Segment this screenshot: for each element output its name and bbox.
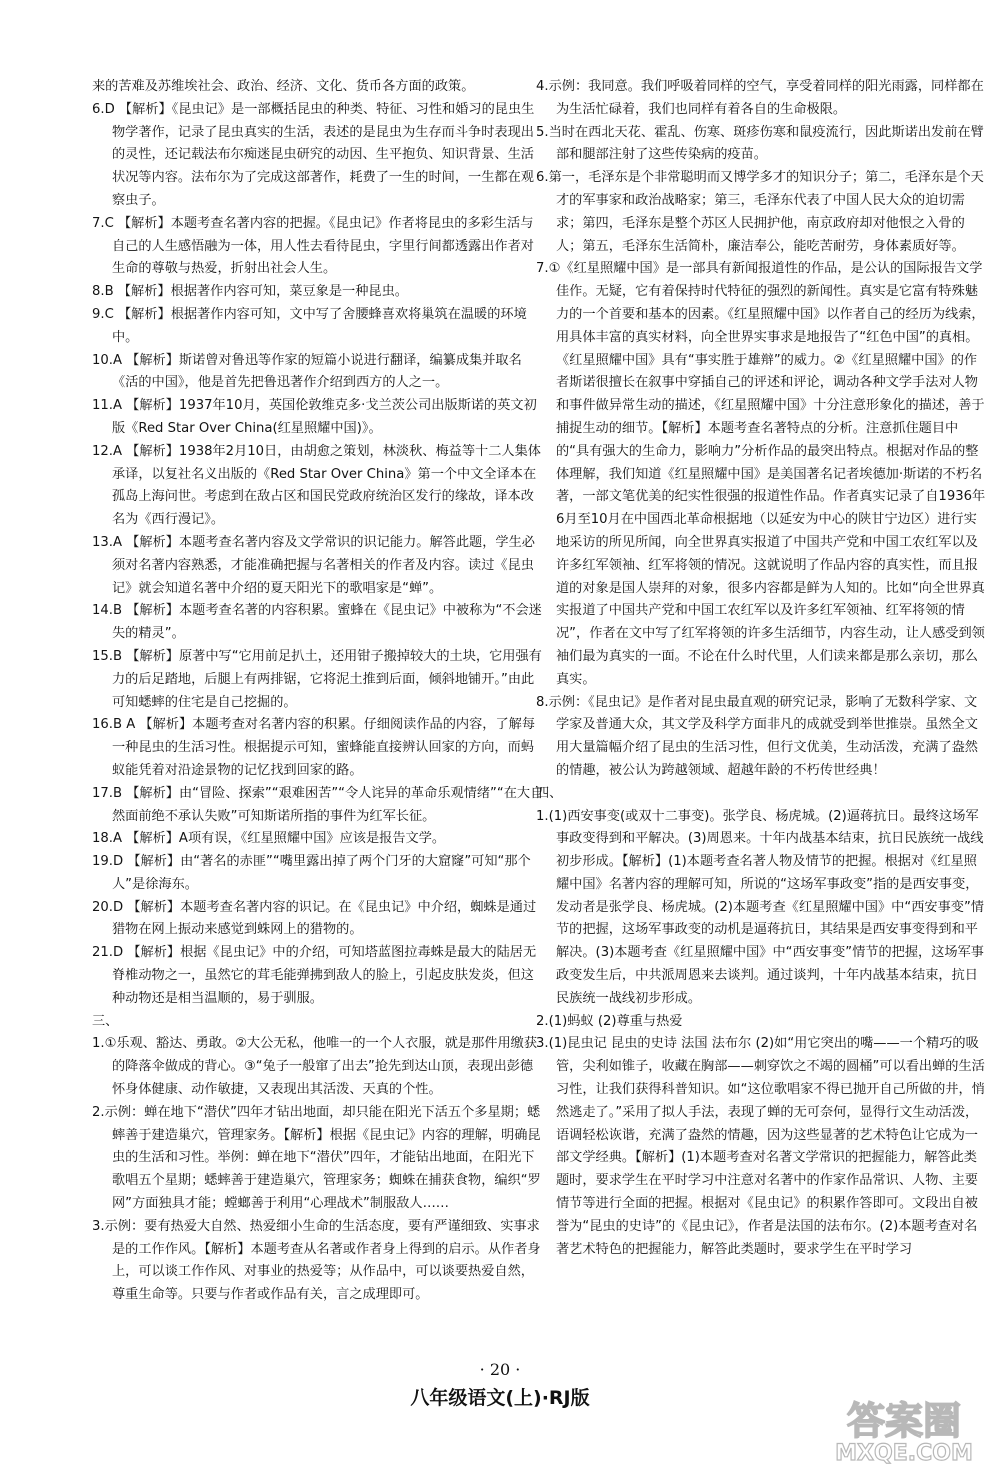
answer-item-14: 14.B 【解析】本题考查名著的内容积累。蜜蜂在《昆虫记》中被称为“不会迷失的精灵”。 (92, 603, 542, 642)
page-number: · 20 · (479, 1360, 521, 1379)
answer-item-20: 20.D 【解析】本题考查名著内容的识记。在《昆虫记》中介绍，蜘蛛是通过猎物在网上振动来感觉到蛛网上的猎物的。 (92, 899, 537, 938)
answer-item-3-2: 2.示例：蝉在地下“潜伏”四年才钻出地面，却只能在阳光下活五个多星期；蟋蟀善于建造巢穴，管理家务。【解析】根据《昆虫记》内容的理解，明确昆虫的生活和习性。举例：蝉在地下“潜伏”四年，才能钻出地面，在阳光下歌唱五个星期；蟋蟀善于建造巢穴，管理家务；蜘蛛在捕获食物，编织“罗网”方面独具才能；螳螂善于利用“心理战术”制服敌人…… (92, 1104, 541, 1212)
text-continuation: 来的苦难及苏维埃社会、政治、经济、文化、货币各方面的政策。 (92, 79, 475, 94)
answer-item-11: 11.A 【解析】1937年10月，英国伦敦维克多·戈兰茨公司出版斯诺的英文初版《Red Star Over China(红星照耀中国)》。 (92, 398, 537, 436)
answer-item-3-6: 6.第一，毛泽东是个非常聪明而又博学多才的知识分子；第二，毛泽东是个天才的军事家和政治战略家；第三，毛泽东代表了中国人民大众的迫切需求；第四，毛泽东是整个苏区人民拥护他，南京政府却对他恨之入骨的人；第五，毛泽东生活简朴，廉洁奉公，能吃苦耐劳，身体素质好等。 (536, 170, 984, 254)
answer-item-19: 19.D 【解析】由“著名的赤匪”“嘴里露出掉了两个门牙的大窟窿”可知“那个人”是徐海东。 (92, 854, 531, 892)
watermark-main-text: 答案圈 (846, 1399, 962, 1443)
answer-item-17: 17.B 【解析】由“冒险、探索”“艰难困苦”“令人诧异的革命乐观情绪”“在大自然面前绝不承认失败”可知斯诺所指的事件为红军长征。 (92, 785, 544, 824)
answer-item-3-4: 4.示例：我同意。我们呼吸着同样的空气，享受着同样的阳光雨露，同样都在为生活忙碌着，我们也同样有着各自的生命极限。 (536, 79, 984, 117)
watermark-logo (822, 1394, 987, 1466)
answer-item-4-1: 1.(1)西安事变(或双十二事变)。张学良、杨虎城。(2)逼蒋抗日。最终这场军事政变得到和平解决。(3)周恩来。十年内战基本结束，抗日民族统一战线初步形成。【解析】(1)本题考查名著人物及情节的把握。根据对《红星照耀中国》名著内容的理解可知，所说的“这场军事政变”指的是西安事变，发动者是张学良、杨虎城。(2)本题考查《红星照耀中国》中“西安事变”情节的把握，这场军事政变的动机是逼蒋抗日，其结果是西安事变得到和平解决。(3)本题考查《红星照耀中国》中“西安事变”情节的把握，这场军事政变发生后，中共派周恩来去谈判。通过谈判，十年内战基本结束，抗日民族统一战线初步形成。 (536, 808, 984, 1006)
answer-item-18: 18.A 【解析】A项有误，《红星照耀中国》应该是报告文学。 (92, 831, 446, 847)
answer-item-6: 6.D 【解析】《昆虫记》是一部概括昆虫的种类、特征、习性和婚习的昆虫生物学著作，记录了昆虫真实的生活，表述的是昆虫为生存而斗争时表现出的灵性，还记载法布尔痴迷昆虫研究的动因、生平抱负、知识背景、生活状况等内容。法布尔为了完成这部著作，耗费了一生的时间，一生都在观察虫子。 (92, 101, 535, 208)
answer-item-10: 10.A 【解析】斯诺曾对鲁迅等作家的短篇小说进行翻译，编纂成集并取名《活的中国》，他是首先把鲁迅著作介绍到西方的人之一。 (92, 352, 522, 391)
answer-item-7: 7.C 【解析】本题考查名著内容的把握。《昆虫记》作者将昆虫的多彩生活与自己的人生感悟融为一体，用人性去看待昆虫，字里行间都透露出作者对生命的尊敬与热爱，折射出社会人生。 (92, 215, 534, 277)
book-title: 八年级语文(上)·RJ版 (410, 1387, 590, 1409)
answer-item-4-3: 3.(1)昆虫记 昆虫的史诗 法国 法布尔 (2)如“用它突出的嘴——一个精巧的吸管，尖利如锥子，收藏在胸部——刺穿饮之不竭的圆桶”可以看出蝉的生活习性，让我们获得科普知识。如“这位歌唱家不得已抛开自己所做的井，悄然逃走了。”采用了拟人手法，表现了蝉的无可奈何，显得行文生动活泼，语调轻松诙谐，充满了盎然的情趣，因为这些显著的艺术特色让它成为一部文学经典。【解析】(1)本题考查对名著文学常识的把握能力，解答此类题时，要求学生在平时学习中注意对名著中的作家作品常识、人物、主要情节等进行全面的把握。根据对《昆虫记》的积累作答即可。文段出自被誉为“昆虫的史诗”的《昆虫记》，作者是法国的法布尔。(2)本题考查对名著艺术特色的把握能力，解答此类题时，要求学生在平时学习 (536, 1036, 985, 1257)
left-column (92, 76, 544, 1307)
answer-item-3-3: 3.示例：要有热爱大自然、热爱细小生命的生活态度，要有严谨细致、实事求是的工作作风。【解析】本题考查从名著或作者身上得到的启示。从作者身上，可以谈工作作风、对事业的热爱等；从作品中，可以谈要热爱自然，尊重生命等。只要与作者或作品有关，言之成理即可。 (92, 1218, 541, 1303)
watermark-sub-text: MXQE.COM (835, 1441, 973, 1466)
answer-item-3-7: 7.①《红星照耀中国》是一部具有新闻报道性的作品，是公认的国际报告文学佳作。无疑，它有着保持时代特征的强烈的新闻性。真实是它富有特殊魅力的一个首要和基本的因素。《红星照耀中国》以作者自己的经历为线索，用具体丰富的真实材料，向全世界实事求是地报告了“红色中国”的真相。《红星照耀中国》具有“事实胜于雄辩”的威力。②《红星照耀中国》的作者斯诺很擅长在叙事中穿插自己的评述和评论，调动各种文学手法对人物和事件做异常生动的描述，《红星照耀中国》十分注意形象化的描述，善于捕捉生动的细节。【解析】本题考查名著特点的分析。注意抓住题目中的“具有强大的生命力，影响力”分析作品的最突出特点。根据对作品的整体理解，我们知道《红星照耀中国》是美国著名记者埃德加·斯诺的不朽名著，一部文笔优美的纪实性很强的报道性作品。作者真实记录了自1936年6月至10月在中国西北革命根据地（以延安为中心的陕甘宁边区）进行实地采访的所见所闻，向全世界真实报道了中国共产党和中国工农红军以及许多红军领袖、红军将领的情况。这就说明了作品内容的真实性，而且报道的对象是国人崇拜的对象，很多内容都是鲜为人知的。比如“向全世界真实报道了中国共产党和中国工农红军以及许多红军领袖、红军将领的情况”，作者在文中写了红军将领的许多生活细节，内容生动，让人感受到领袖们最为真实的一面。不论在什么时代里，人们读来都是那么亲切，那么真实。 (536, 261, 986, 687)
answer-item-21: 21.D 【解析】根据《昆虫记》中的介绍，可知塔蓝图拉毒蛛是最大的陆居无脊椎动物之一，虽然它的茸毛能弹拂到敌人的脸上，引起皮肤发炎，但这种动物还是相当温顺的，易于驯服。 (92, 945, 537, 1006)
section-heading-4: 四、 (536, 785, 563, 801)
answer-item-3-5: 5.当时在西北天花、霍乱、伤寒、斑疹伤寒和鼠疫流行，因此斯诺出发前在臂部和腿部注射了这些传染病的疫苗。 (536, 124, 984, 163)
answer-item-4-2: 2.(1)蚂蚁 (2)尊重与热爱 (536, 1013, 683, 1029)
right-column (536, 76, 988, 1261)
section-heading-3: 三、 (92, 1013, 119, 1029)
answer-item-15: 15.B 【解析】原著中写“它用前足扒土，还用钳子搬掉较大的土块，它用强有力的后足踏地，后腿上有两排锯，它将泥土推到后面，倾斜地铺开。”由此可知蟋蟀的住宅是自己挖掘的。 (92, 648, 542, 710)
answer-item-16: 16.B A 【解析】本题考查对名著内容的积累。仔细阅读作品的内容，了解每一种昆虫的生活习性。根据提示可知，蜜蜂能直接辨认回家的方向，而蚂蚁能凭着对沿途景物的记忆找到回家的路。 (92, 717, 536, 778)
answer-item-12: 12.A 【解析】1938年2月10日，由胡愈之策划，林淡秋、梅益等十二人集体承译，以复社名义出版的《Red Star Over China》第一个中文全译本在孤岛上海问世。考虑到在敌占区和国民党政府统治区发行的缘故，译本改名为《西行漫记》。 (92, 443, 541, 528)
answer-item-8: 8.B 【解析】根据著作内容可知，菜豆象是一种昆虫。 (92, 284, 408, 300)
answer-item-13: 13.A 【解析】本题考查名著内容及文学常识的识记能力。解答此题，学生必须对名著内容熟悉，才能准确把握与名著相关的作者及内容。读过《昆虫记》就会知道名著中介绍的夏天阳光下的歌唱家是“蝉”。 (92, 534, 535, 596)
answer-item-9: 9.C 【解析】根据著作内容可知，文中写了舍腰蜂喜欢将巢筑在温暖的环境中。 (92, 306, 527, 345)
answer-item-3-8: 8.示例：《昆虫记》是作者对昆虫最直观的研究记录，影响了无数科学家、文学家及普通大众，其文学及科学方面非凡的成就受到举世推崇。虽然全文用大量篇幅介绍了昆虫的生活习性，但行文优美，生动活泼，充满了盎然的情趣，被公认为跨越领域、超越年龄的不朽传世经典！ (536, 694, 978, 778)
answer-item-3-1: 1.①乐观、豁达、勇敢。②大公无私，他唯一的一个人衣服，就是那件用缴获的降落伞做成的背心。③“兔子一般窜了出去”抢先到达山顶，表现出彭德怀身体健康、动作敏捷，又表现出其活泼、天真的个性。 (92, 1036, 538, 1098)
